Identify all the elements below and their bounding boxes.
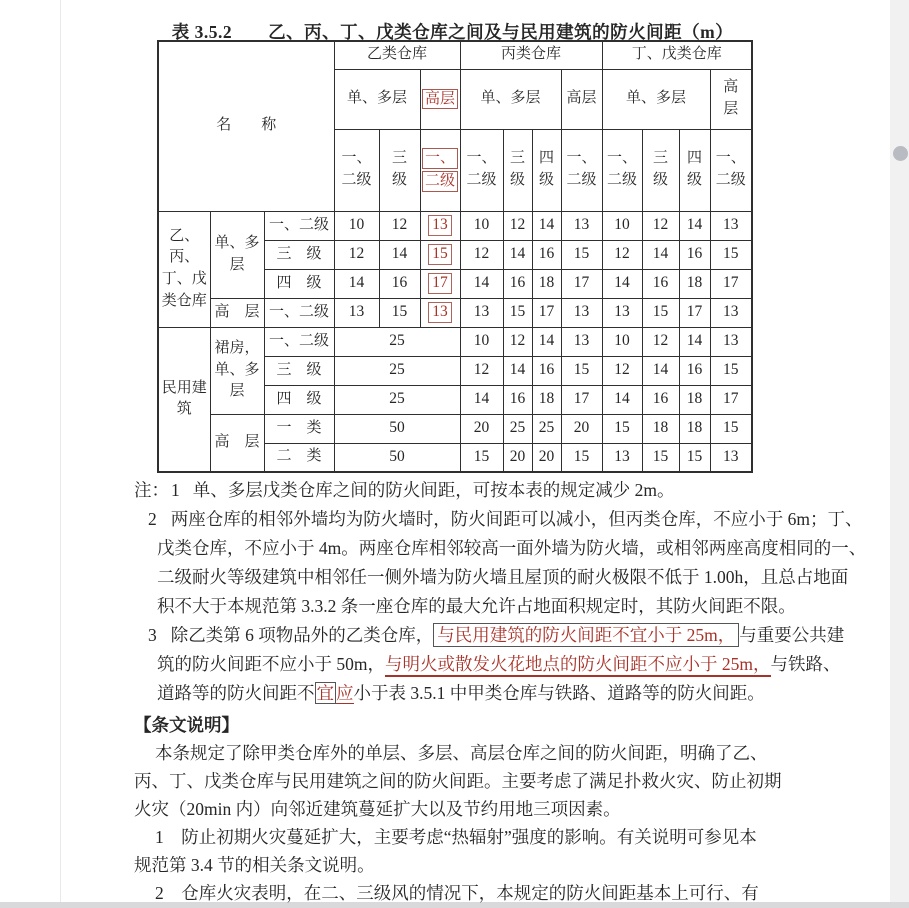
revision-boxed-value: 17 (428, 273, 452, 294)
value-cell: 13 (602, 443, 642, 472)
table-title: 表 3.5.2 乙、丙、丁、戊类仓库之间及与民用建筑的防火间距（m） (171, 22, 734, 42)
value-cell: 17 (710, 385, 752, 414)
value-cell: 13 (710, 211, 752, 240)
group-header-dingwu: 丁、戊类仓库 (602, 41, 752, 69)
fire-distance-table (157, 40, 753, 473)
value-cell: 13 (460, 298, 503, 327)
value-cell: 15 (710, 414, 752, 443)
note-line: 二级耐火等级建筑中相邻任一侧外墙为防火墙且屋顶的耐火极限不低于 1.00h，且总占地面 (157, 567, 849, 587)
note-number: 3 (148, 625, 157, 645)
value-cell: 16 (642, 385, 679, 414)
note-number: 2 (148, 509, 157, 529)
revision-boxed-value: 13 (428, 302, 452, 323)
value-cell: 15 (503, 298, 532, 327)
value-cell: 20 (460, 414, 503, 443)
value-cell: 14 (642, 356, 679, 385)
value-cell: 18 (679, 385, 710, 414)
value-cell: 17 (561, 269, 602, 298)
stub-cell: 四 级 (264, 385, 334, 414)
value-cell: 14 (679, 327, 710, 356)
value-cell: 14 (602, 269, 642, 298)
revision-boxed-text: 一、 (422, 148, 458, 169)
value-cell: 12 (334, 240, 379, 269)
value-cell: 18 (532, 385, 561, 414)
revision-boxed-text: 高层 (422, 89, 458, 110)
stub-cell: 三 级 (264, 356, 334, 385)
value-cell: 10 (602, 327, 642, 356)
commentary-section (134, 711, 850, 907)
note-line (134, 476, 850, 505)
value-cell: 13 (561, 327, 602, 356)
value-cell: 20 (561, 414, 602, 443)
header-cell (532, 129, 561, 211)
value-cell: 14 (679, 211, 710, 240)
value-cell: 12 (503, 211, 532, 240)
header-text: 三级 (509, 150, 525, 188)
value-cell: 17 (532, 298, 561, 327)
paragraph-line: 本条规定了除甲类仓库外的单层、多层、高层仓库之间的防火间距，明确了乙、 (155, 743, 768, 763)
header-cell (642, 129, 679, 211)
value-cell-revision (420, 269, 460, 298)
stub-cell: 一、二级 (264, 298, 334, 327)
value-cell: 20 (532, 443, 561, 472)
value-cell: 16 (503, 269, 532, 298)
value-cell: 12 (642, 327, 679, 356)
value-cell: 15 (561, 356, 602, 385)
value-cell: 16 (642, 269, 679, 298)
value-cell: 14 (334, 269, 379, 298)
note-line: 积不大于本规范第 3.3.2 条一座仓库的最大允许占地面积规定时，其防火间距不限。 (157, 596, 796, 616)
value-cell: 15 (710, 356, 752, 385)
note-text: 与重要公共建 (739, 625, 845, 645)
header-cell: 一、二级 (561, 129, 602, 211)
note-number: 1 (171, 480, 180, 500)
header-cell: 一、二级 (602, 129, 642, 211)
value-cell: 12 (460, 240, 503, 269)
header-text: 三级 (391, 150, 407, 188)
header-cell-revision (420, 129, 460, 211)
group-header-yi: 乙类仓库 (334, 41, 460, 69)
value-cell-revision (420, 211, 460, 240)
header-cell: 高层 (561, 69, 602, 129)
paragraph-line: 丙、丁、戊类仓库与民用建筑之间的防火间距。主要考虑了满足扑救火灾、防止初期 (134, 771, 782, 791)
value-cell: 15 (642, 443, 679, 472)
value-cell: 15 (460, 443, 503, 472)
revision-inserted-char: 宜 (316, 683, 334, 703)
revision-boxed-text: 二级 (422, 171, 458, 192)
note-line (134, 621, 850, 650)
value-cell: 13 (561, 211, 602, 240)
value-cell: 15 (379, 298, 420, 327)
value-cell: 18 (679, 414, 710, 443)
value-cell: 16 (532, 356, 561, 385)
revision-replaced-char: 应 (336, 683, 354, 703)
revision-boxed-value: 15 (428, 244, 452, 265)
value-cell: 12 (642, 211, 679, 240)
corner-name-cell: 名 称 (158, 41, 334, 211)
value-cell-revision (420, 298, 460, 327)
value-cell: 18 (679, 269, 710, 298)
header-cell (503, 129, 532, 211)
group-header-bing: 丙类仓库 (460, 41, 602, 69)
value-cell: 14 (379, 240, 420, 269)
value-cell: 10 (602, 211, 642, 240)
stub-cell: 三 级 (264, 240, 334, 269)
value-cell: 14 (460, 385, 503, 414)
value-cell: 13 (334, 298, 379, 327)
note-text: 筑的防火间距不应小于 50m， (157, 654, 385, 674)
value-cell: 50 (334, 414, 460, 443)
value-cell: 10 (334, 211, 379, 240)
paragraph-line: 2 仓库火灾表明，在二、三级风的情况下，本规定的防火间距基本上可行、有 (155, 883, 759, 903)
note-text: 除乙类第 6 项物品外的乙类仓库， (170, 625, 434, 645)
commentary-heading: 【条文说明】 (134, 715, 239, 735)
value-cell: 14 (602, 385, 642, 414)
stub-cell: 高 层 (210, 414, 264, 472)
page-edge-line (60, 0, 61, 902)
value-cell: 12 (379, 211, 420, 240)
header-text: 四级 (686, 150, 702, 188)
value-cell: 18 (642, 414, 679, 443)
value-cell: 15 (679, 443, 710, 472)
notes-label: 注： (134, 480, 169, 500)
value-cell: 13 (710, 443, 752, 472)
header-text: 高层 (723, 79, 739, 117)
value-cell: 15 (602, 414, 642, 443)
value-cell: 14 (503, 240, 532, 269)
value-cell-revision (420, 240, 460, 269)
header-cell: 一、二级 (460, 129, 503, 211)
value-cell: 16 (532, 240, 561, 269)
revision-boxed-text: 与民用建筑的防火间距不宜小于 25m， (433, 623, 739, 647)
stub-cell: 二 类 (264, 443, 334, 472)
value-cell: 15 (710, 240, 752, 269)
header-cell (379, 129, 420, 211)
value-cell: 10 (460, 211, 503, 240)
header-cell: 单、多层 (334, 69, 420, 129)
note-line (134, 679, 850, 708)
value-cell: 15 (561, 240, 602, 269)
scroll-indicator[interactable] (893, 146, 908, 161)
stub-cell: 一、二级 (264, 327, 334, 356)
header-text: 四级 (538, 150, 554, 188)
value-cell: 25 (503, 414, 532, 443)
note-text: 道路等的防火间距不 (157, 683, 315, 703)
value-cell: 14 (532, 211, 561, 240)
value-cell: 10 (460, 327, 503, 356)
note-text: 与铁路、 (770, 654, 841, 674)
paragraph-line: 火灾（20min 内）向邻近建筑蔓延扩大以及节约用地三项因素。 (134, 799, 621, 819)
note-text: 小于表 3.5.1 中甲类仓库与铁路、道路等的防火间距。 (353, 683, 765, 703)
header-cell: 一、二级 (334, 129, 379, 211)
stub-cell: 裙房，单、多层 (210, 327, 264, 414)
header-cell: 单、多层 (460, 69, 561, 129)
header-cell (710, 69, 752, 129)
note-line: 戊类仓库，不应小于 4m。两座仓库相邻较高一面外墙为防火墙，或相邻两座高度相同的一、 (157, 538, 867, 558)
value-cell: 18 (532, 269, 561, 298)
value-cell: 14 (642, 240, 679, 269)
value-cell: 17 (679, 298, 710, 327)
note-line (134, 505, 863, 534)
value-cell: 17 (561, 385, 602, 414)
header-cell-revision (420, 69, 460, 129)
note-text: 单、多层戊类仓库之间的防火间距，可按本表的规定减少 2m。 (192, 480, 675, 500)
value-cell: 13 (602, 298, 642, 327)
value-cell: 16 (679, 356, 710, 385)
value-cell: 13 (710, 327, 752, 356)
stub-cell: 单、多层 (210, 211, 264, 298)
header-cell: 一、二级 (710, 129, 752, 211)
stub-cell: 四 级 (264, 269, 334, 298)
value-cell: 17 (710, 269, 752, 298)
value-cell: 16 (679, 240, 710, 269)
value-cell: 25 (334, 385, 460, 414)
value-cell: 12 (602, 240, 642, 269)
value-cell: 14 (532, 327, 561, 356)
value-cell: 20 (503, 443, 532, 472)
value-cell: 12 (602, 356, 642, 385)
value-cell: 50 (334, 443, 460, 472)
note-text: 两座仓库的相邻外墙均为防火墙时，防火间距可以减小，但丙类仓库，不应小于 6m；丁、 (170, 509, 863, 529)
paragraph-line: 1 防止初期火灾蔓延扩大，主要考虑“热辐射”强度的影响。有关说明可参见本 (155, 827, 757, 847)
revision-underlined-text: 与明火或散发火花地点的防火间距不应小于 25m， (385, 654, 771, 677)
value-cell: 25 (334, 327, 460, 356)
value-cell: 15 (642, 298, 679, 327)
value-cell: 13 (710, 298, 752, 327)
value-cell: 15 (561, 443, 602, 472)
stub-cell: 高 层 (210, 298, 264, 327)
stub-cell: 一、二级 (264, 211, 334, 240)
header-cell: 单、多层 (602, 69, 710, 129)
value-cell: 13 (561, 298, 602, 327)
value-cell: 12 (503, 327, 532, 356)
revision-boxed-value: 13 (428, 215, 452, 236)
value-cell: 25 (334, 356, 460, 385)
paragraph-line: 规范第 3.4 节的相关条文说明。 (134, 855, 375, 875)
value-cell: 25 (532, 414, 561, 443)
scrollbar-track[interactable] (890, 0, 909, 908)
value-cell: 14 (460, 269, 503, 298)
value-cell: 16 (503, 385, 532, 414)
stub-cell: 一 类 (264, 414, 334, 443)
stub-cell-civil: 民用建筑 (158, 327, 210, 472)
header-cell (679, 129, 710, 211)
value-cell: 14 (503, 356, 532, 385)
header-text: 三级 (652, 150, 668, 188)
value-cell: 12 (460, 356, 503, 385)
value-cell: 16 (379, 269, 420, 298)
note-line (134, 650, 850, 679)
stub-cell-warehouse: 乙、丙、丁、戊类仓库 (158, 211, 210, 327)
table-notes (134, 476, 867, 708)
